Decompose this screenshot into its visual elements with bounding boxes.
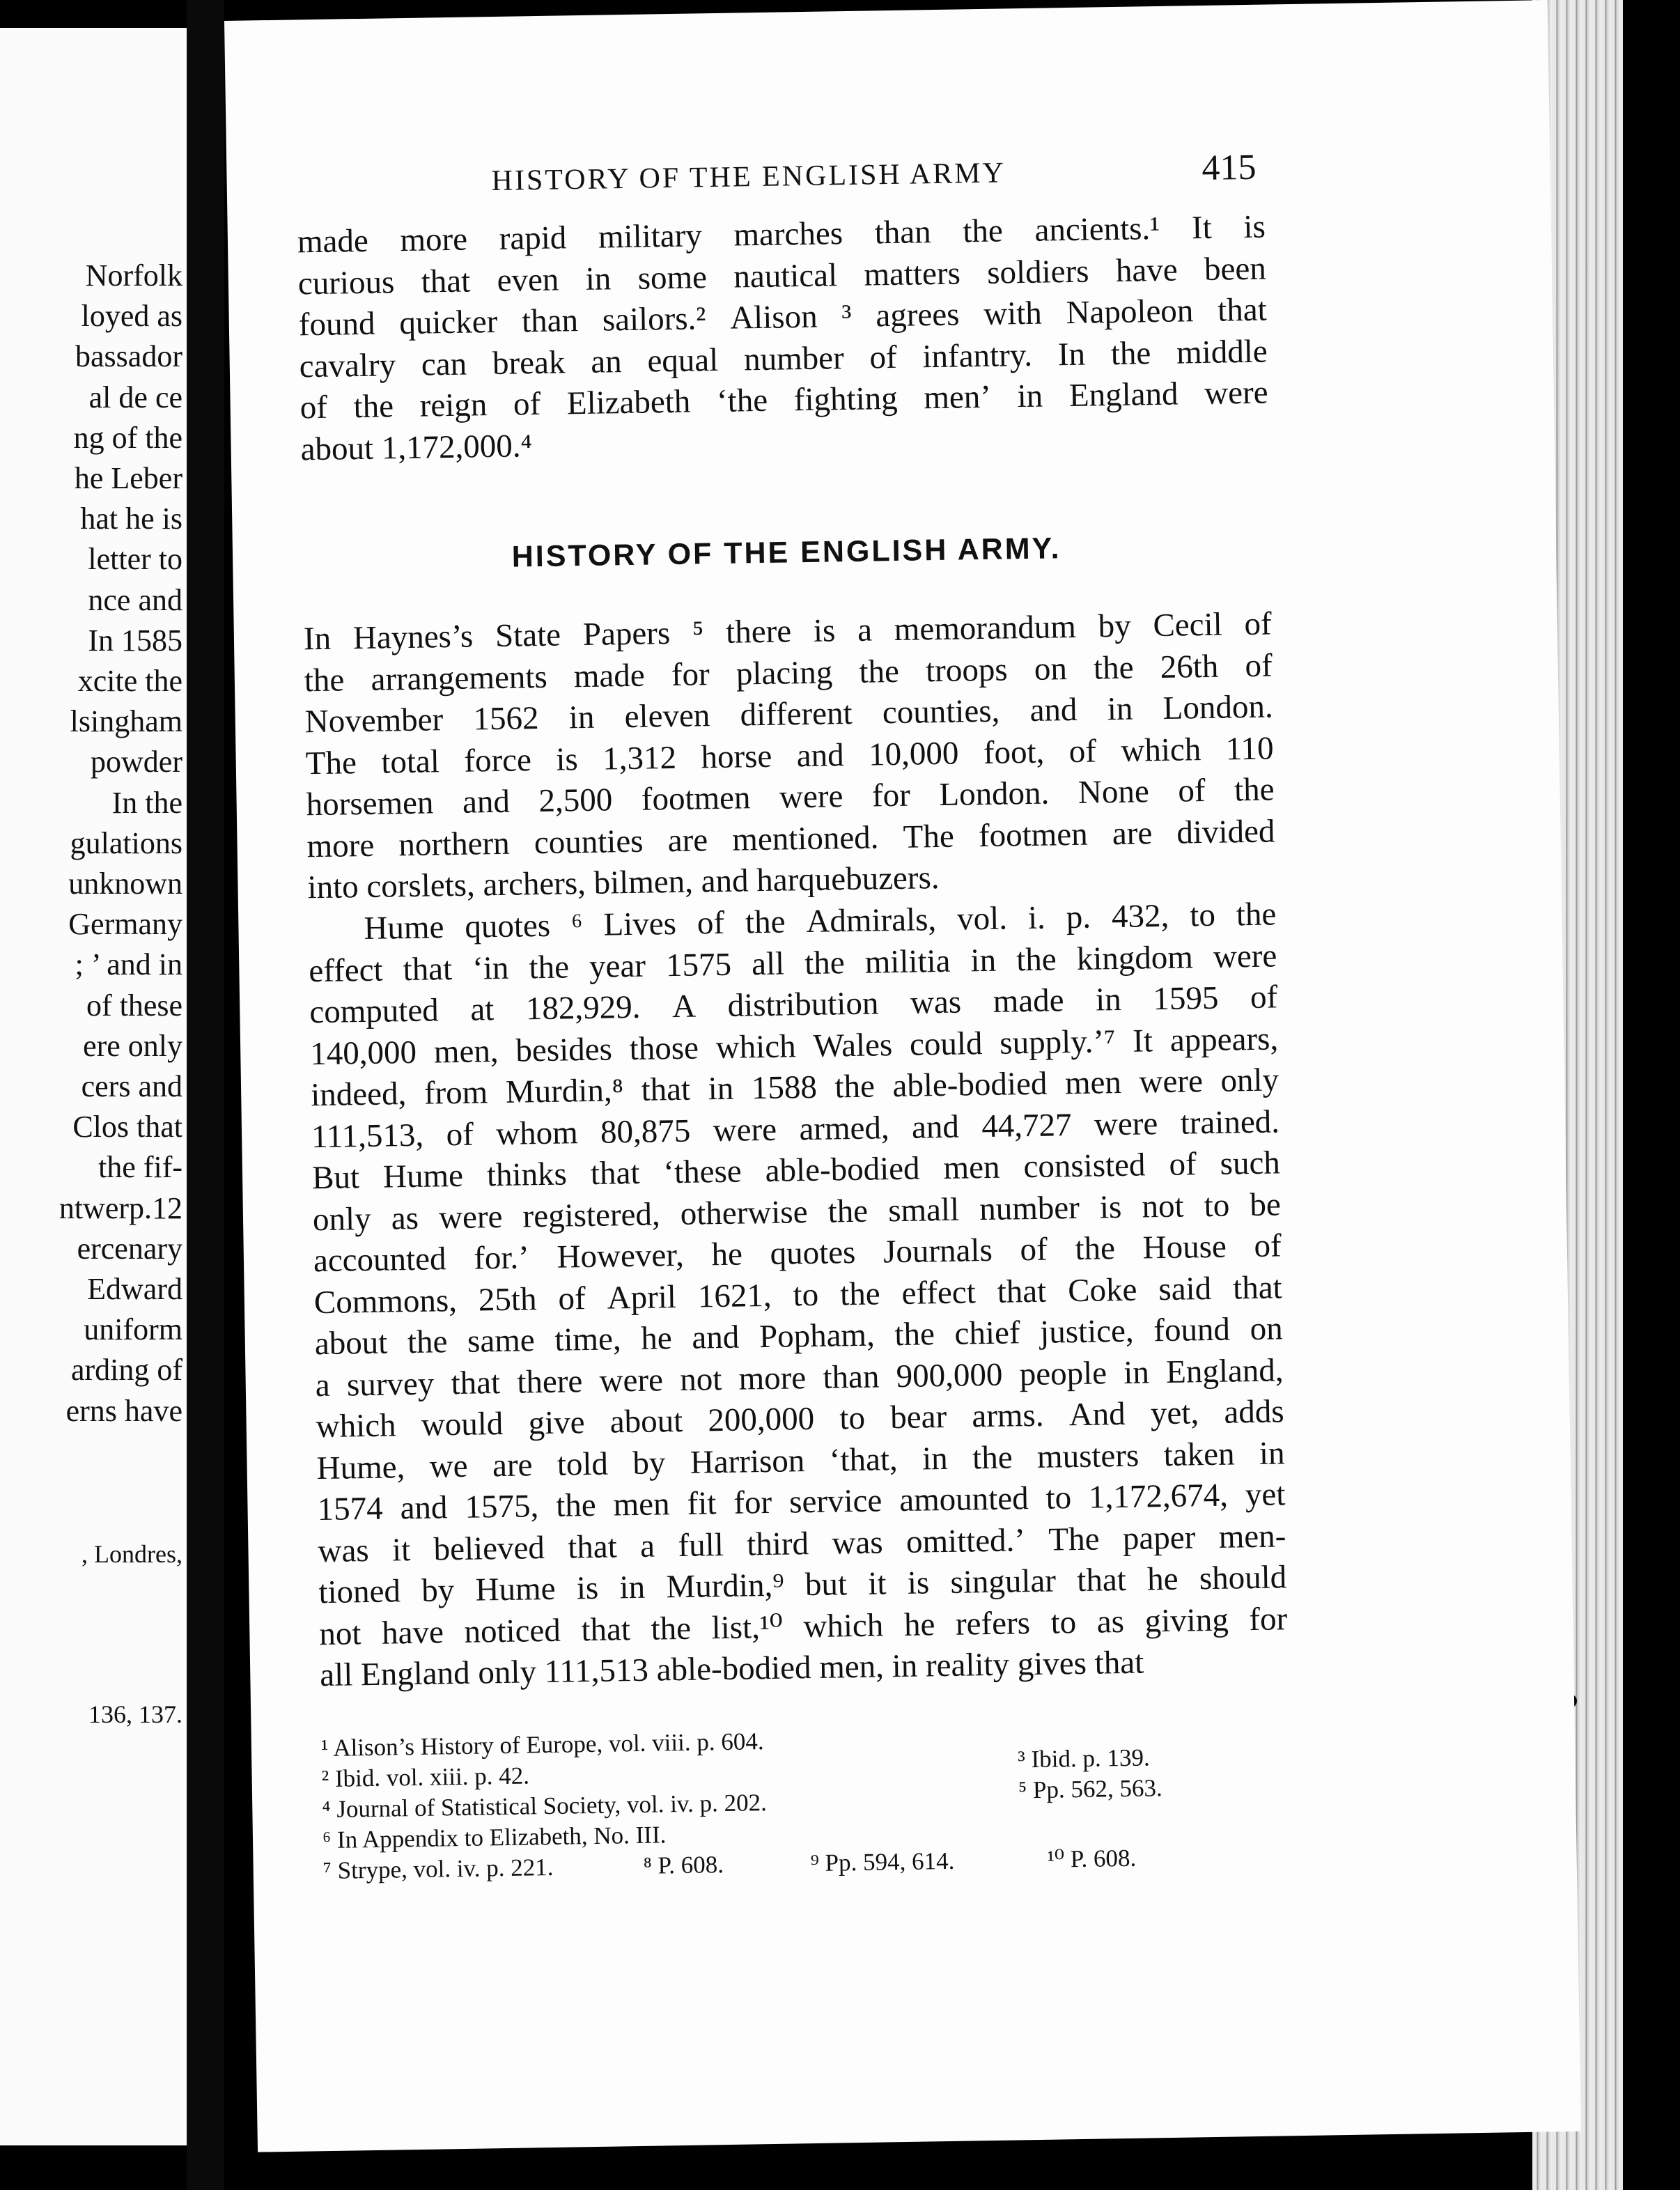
left-page-line: he Leber bbox=[74, 461, 182, 495]
text-line: 111,513, of whom 80,875 were armed, and 44,727 were trained. bbox=[311, 1103, 1280, 1155]
page-number: 415 bbox=[1201, 147, 1257, 188]
text-line: about the same time, he and Popham, the chief justice, found on bbox=[314, 1310, 1284, 1362]
left-page-line: powder bbox=[91, 745, 182, 779]
text-line: was it believed that a full third was omitted.’ The paper men- bbox=[318, 1517, 1286, 1569]
left-facing-page bbox=[0, 28, 187, 2145]
book-page bbox=[224, 0, 1581, 2152]
left-page-line: uniform bbox=[84, 1312, 182, 1347]
footnote: ³ Ibid. p. 139. bbox=[1018, 1744, 1151, 1773]
text-line: more northern counties are mentioned. The footmen are divided bbox=[306, 812, 1275, 864]
left-page-line: Norfolk bbox=[85, 258, 182, 293]
text-line: which would give about 200,000 to bear arms. And yet, adds bbox=[316, 1393, 1284, 1445]
left-page-line: al de ce bbox=[88, 380, 182, 414]
left-page-line: gulations bbox=[70, 825, 182, 860]
text-line: all England only 111,513 able-bodied men, in reality gives that bbox=[319, 1644, 1144, 1694]
intro-paragraph bbox=[297, 207, 1269, 471]
text-line: tioned by Hume is in Murdin,⁹ but it is singular that he should bbox=[318, 1559, 1287, 1611]
left-page-line: the fif- bbox=[98, 1150, 182, 1185]
text-line: the arrangements made for placing the troops on the 26th of bbox=[304, 646, 1273, 699]
footnote: ⁴ Journal of Statistical Society, vol. iv. p. 202. bbox=[322, 1789, 768, 1824]
left-page-line: of these bbox=[86, 988, 182, 1023]
section-heading: HISTORY OF THE ENGLISH ARMY. bbox=[511, 531, 1061, 574]
footnote: ¹⁰ P. 608. bbox=[1047, 1844, 1137, 1873]
footnote: ² Ibid. vol. xiii. p. 42. bbox=[321, 1762, 530, 1793]
left-page-line: hat he is bbox=[80, 502, 182, 536]
left-page-line: bassador bbox=[75, 339, 182, 374]
text-line: 1574 and 1575, the men fit for service amounted to 1,172,674, yet bbox=[317, 1476, 1286, 1528]
footnote: ⁶ In Appendix to Elizabeth, No. III. bbox=[322, 1821, 667, 1854]
left-page-line: In the bbox=[111, 785, 182, 820]
text-line: horsemen and 2,500 footmen were for London. None of the bbox=[306, 771, 1275, 823]
left-page-line: nce and bbox=[88, 582, 182, 617]
text-line: accounted for.’ However, he quotes Journals of the House of bbox=[313, 1227, 1282, 1280]
text-line: Hume, we are told by Harrison ‘that, in the musters taken in bbox=[316, 1434, 1285, 1486]
footnote: ⁵ Pp. 562, 563. bbox=[1018, 1774, 1162, 1804]
left-page-line: cers and bbox=[81, 1069, 182, 1103]
left-page-line: ng of the bbox=[73, 420, 182, 455]
footnote: ¹ Alison’s History of Europe, vol. viii. p. 604. bbox=[320, 1727, 764, 1762]
left-page-line: Edward bbox=[87, 1272, 182, 1306]
text-line: Commons, 25th of April 1621, to the effect that Coke said that bbox=[313, 1268, 1283, 1321]
text-line: only as were registered, otherwise the small number is not to be bbox=[312, 1186, 1282, 1238]
text-line: cavalry can break an equal number of infantry. In the middle bbox=[299, 333, 1268, 385]
left-page-line: loyed as bbox=[81, 299, 182, 334]
text-line: curious that even in some nautical matters soldiers have been bbox=[297, 250, 1267, 302]
text-line: into corslets, archers, bilmen, and harquebuzers. bbox=[307, 860, 940, 906]
text-line: The total force is 1,312 horse and 10,000 foot, of which 110 bbox=[305, 729, 1274, 782]
left-page-line: In 1585 bbox=[88, 623, 182, 658]
left-page-note: , Londres, bbox=[81, 1540, 182, 1568]
left-page-line: unknown bbox=[68, 867, 182, 901]
text-line: of the reign of Elizabeth ‘the fighting men’ in England were bbox=[300, 374, 1268, 426]
left-page-line: ere only bbox=[83, 1028, 182, 1063]
left-page-note: 136, 137. bbox=[88, 1700, 182, 1728]
text-line: In Haynes’s State Papers ⁵ there is a memorandum by Cecil of bbox=[303, 605, 1273, 658]
left-page-line: ercenary bbox=[77, 1231, 182, 1266]
left-page-line: lsingham bbox=[70, 704, 182, 739]
paragraph-1 bbox=[303, 603, 1275, 908]
text-line: a survey that there were not more than 900,000 people in England, bbox=[315, 1351, 1284, 1404]
text-line: But Hume thinks that ‘these able-bodied men consisted of such bbox=[311, 1144, 1281, 1197]
book-gutter bbox=[187, 0, 224, 2190]
text-line: effect that ‘in the year 1575 all the militia in the kingdom were bbox=[309, 937, 1277, 989]
left-page-line: Germany bbox=[68, 907, 182, 942]
text-line: indeed, from Murdin,⁸ that in 1588 the able-bodied men were only bbox=[310, 1062, 1280, 1114]
running-head bbox=[226, 148, 1550, 210]
left-page-line: ; ’ and in bbox=[75, 947, 182, 982]
footnote: ⁸ P. 608. bbox=[643, 1851, 724, 1879]
left-page-line: Clos that bbox=[72, 1110, 182, 1144]
text-line: about 1,172,000.⁴ bbox=[300, 427, 533, 467]
text-line: made more rapid military marches than the ancients.¹ It is bbox=[297, 208, 1266, 261]
footnote: ⁹ Pp. 594, 614. bbox=[810, 1847, 955, 1877]
text-line: 140,000 men, besides those which Wales could supply.’⁷ It appears, bbox=[309, 1020, 1279, 1072]
text-line: Hume quotes ⁶ Lives of the Admirals, vol. i. p. 432, to the bbox=[364, 896, 1277, 947]
left-page-line: xcite the bbox=[77, 664, 182, 698]
left-page-line: erns have bbox=[65, 1393, 182, 1428]
footnotes bbox=[321, 1718, 1257, 1886]
left-page-line: ntwerp.12 bbox=[59, 1190, 182, 1225]
text-line: not have noticed that the list,¹⁰ which he refers to as giving for bbox=[318, 1600, 1288, 1652]
paragraph-2 bbox=[308, 894, 1289, 1696]
left-page-line: arding of bbox=[70, 1353, 182, 1388]
left-page-line: letter to bbox=[88, 542, 182, 577]
text-line: November 1562 in eleven different counties, and in London. bbox=[304, 688, 1274, 740]
footnote: ⁷ Strype, vol. iv. p. 221. bbox=[322, 1853, 554, 1885]
text-line: computed at 182,929. A distribution was made in 1595 of bbox=[309, 979, 1278, 1031]
running-title: HISTORY OF THE ENGLISH ARMY bbox=[491, 157, 1006, 197]
text-line: found quicker than sailors.² Alison ³ agrees with Napoleon that bbox=[298, 291, 1268, 343]
